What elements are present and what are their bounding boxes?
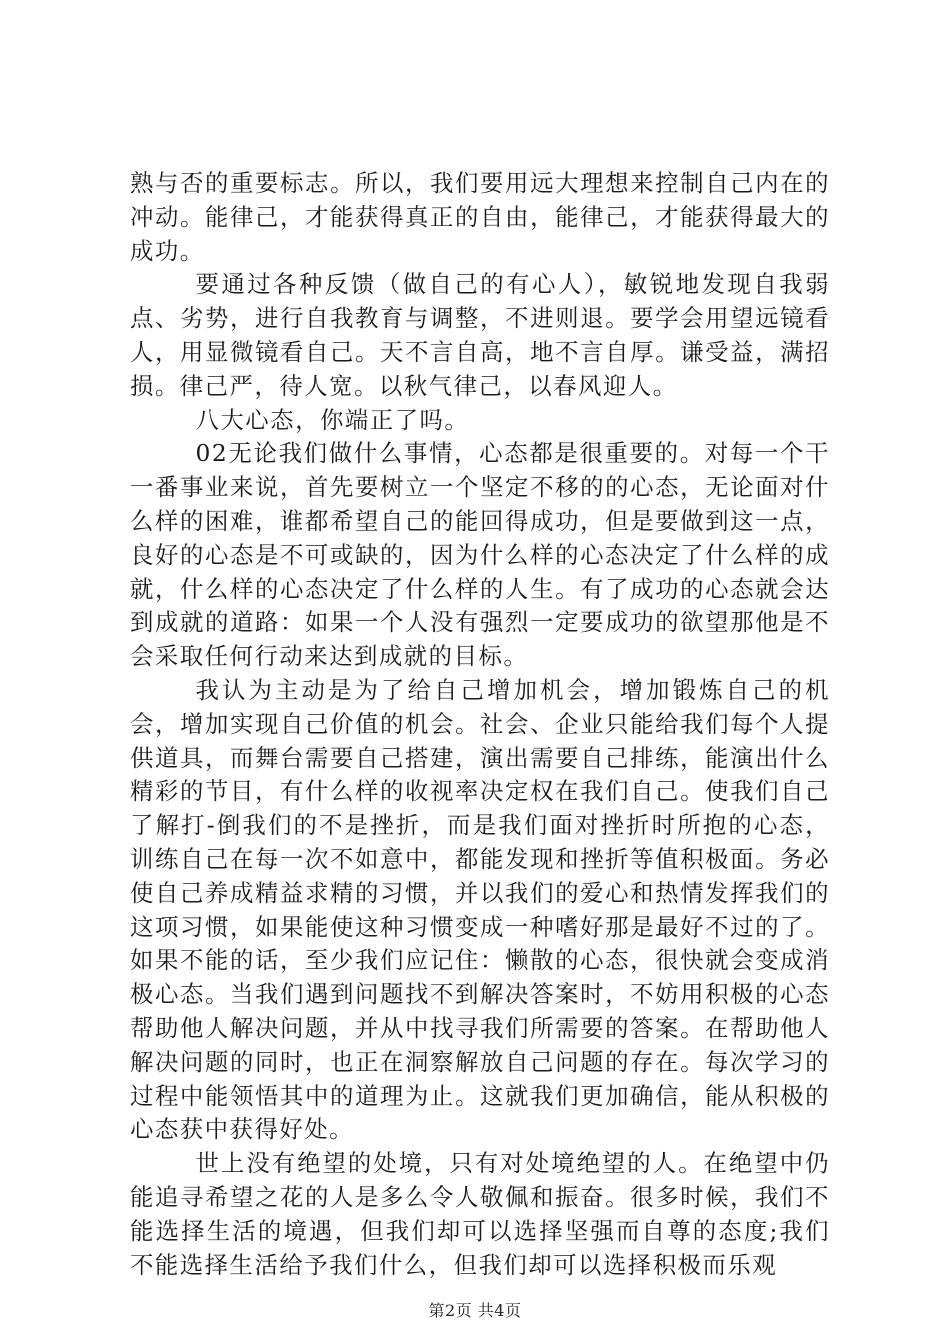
- paragraph-2: 要通过各种反馈（做自己的有心人），敏锐地发现自我弱点、劣势，进行自我教育与调整，不进则退。要学会用望远镜看人，用显微镜看自己。天不言自高，地不言自厚。谦受益，满招损。律己严，待人宽。以秋气律己，以春风迎人。: [130, 270, 830, 400]
- paragraph-5: 我认为主动是为了给自己增加机会，增加锻炼自己的机会，增加实现自己价值的机会。社会、企业只能给我们每个人提供道具，而舞台需要自己搭建，演出需要自己排练，能演出什么精彩的节目，有什么样的收视率决定权在我们自己。使我们自己了解打-倒我们的不是挫折，而是我们面对挫折时所抱的心态，训练自己在每一次不如意中，都能发现和挫折等值积极面。务必使自己养成精益求精的习惯，并以我们的爱心和热情发挥我们的这项习惯，如果能使这种习惯变成一种嗜好那是最好不过的了。如果不能的话，至少我们应记住：懒散的心态，很快就会变成消极心态。当我们遇到问题找不到解决答案时，不妨用积极的心态帮助他人解决问题，并从中找寻我们所需要的答案。在帮助他人解决问题的同时，也正在洞察解放自己问题的存在。每次学习的过程中能领悟其中的道理为止。这就我们更加确信，能从积极的心态获中获得好处。: [130, 675, 830, 1144]
- page-number-footer: 第2页 共4页: [428, 1301, 522, 1320]
- paragraph-6: 世上没有绝望的处境，只有对处境绝望的人。在绝望中仍能追寻希望之花的人是多么令人敬佩和振奋。很多时候，我们不能选择生活的境遇，但我们却可以选择坚强而自尊的态度;我们不能选择生活给予我们什么，但我们却可以选择积极而乐观: [130, 1149, 830, 1279]
- document-body: [130, 167, 830, 1282]
- paragraph-1: 熟与否的重要标志。所以，我们要用远大理想来控制自己内在的冲动。能律己，才能获得真正的自由，能律己，才能获得最大的成功。: [130, 169, 830, 265]
- paragraph-4: 02无论我们做什么事情，心态都是很重要的。对每一个干一番事业来说，首先要树立一个坚定不移的的心态，无论面对什么样的困难，谁都希望自己的能回得成功，但是要做到这一点，良好的心态是不可或缺的，因为什么样的心态决定了什么样的成就，什么样的心态决定了什么样的人生。有了成功的心态就会达到成就的道路：如果一个人没有强烈一定要成功的欲望那他是不会采取任何行动来达到成就的目标。: [130, 439, 830, 671]
- paragraph-3: 八大心态，你端正了吗。: [195, 405, 470, 434]
